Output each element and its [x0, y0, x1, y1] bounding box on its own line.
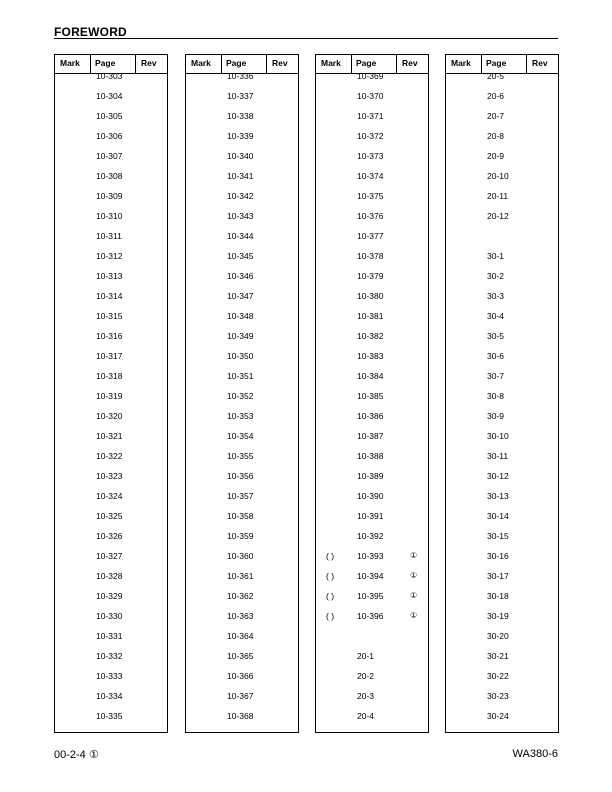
- page-cell: 20-9: [487, 151, 505, 161]
- page-cell: 10-325: [96, 511, 123, 521]
- page-cell: 10-366: [227, 671, 254, 681]
- page-cell: 10-335: [96, 711, 123, 721]
- page-cell: 10-360: [227, 551, 254, 561]
- page-cell: 10-378: [357, 251, 384, 261]
- page-cell: 10-355: [227, 451, 254, 461]
- page-cell: 20-7: [487, 111, 505, 121]
- header-divider: [526, 55, 527, 74]
- page-cell: 10-323: [96, 471, 123, 481]
- page-cell: 30-8: [487, 391, 505, 401]
- page-cell: 10-389: [357, 471, 384, 481]
- page-cell: 10-347: [227, 291, 254, 301]
- page-cell: 10-318: [96, 371, 123, 381]
- page-cell: 30-20: [487, 631, 509, 641]
- page-cell: 10-309: [96, 191, 123, 201]
- page-cell: 10-382: [357, 331, 384, 341]
- header-mark: Mark: [451, 58, 471, 68]
- page-cell: 10-303: [96, 71, 123, 81]
- header-mark: Mark: [60, 58, 80, 68]
- page-cell: 30-13: [487, 491, 509, 501]
- page-cell: 30-7: [487, 371, 505, 381]
- page-cell: 10-373: [357, 151, 384, 161]
- page-cell: 10-384: [357, 371, 384, 381]
- page-cell: 10-339: [227, 131, 254, 141]
- page-cell: 10-371: [357, 111, 384, 121]
- page-cell: 10-381: [357, 311, 384, 321]
- header-page: Page: [486, 58, 507, 68]
- page-cell: 10-369: [357, 71, 384, 81]
- header-divider: [90, 55, 91, 74]
- page-cell: 10-310: [96, 211, 123, 221]
- page-cell: 10-322: [96, 451, 123, 461]
- page-cell: 10-308: [96, 171, 123, 181]
- page-cell: 10-391: [357, 511, 384, 521]
- page-cell: 10-349: [227, 331, 254, 341]
- page-cell: 20-2: [357, 671, 375, 681]
- page-cell: 10-358: [227, 511, 254, 521]
- page-cell: 10-387: [357, 431, 384, 441]
- page-cell: 10-344: [227, 231, 254, 241]
- table-column-4: [445, 54, 559, 733]
- page-cell: 30-2: [487, 271, 505, 281]
- rev-cell: ①: [410, 551, 418, 560]
- header-divider: [481, 55, 482, 74]
- page-cell: 30-19: [487, 611, 509, 621]
- page-cell: 30-6: [487, 351, 505, 361]
- header-page: Page: [95, 58, 116, 68]
- page-cell: 10-372: [357, 131, 384, 141]
- page-cell: 20-1: [357, 651, 375, 661]
- page-cell: 10-354: [227, 431, 254, 441]
- page-cell: 30-5: [487, 331, 505, 341]
- page-cell: 10-393: [357, 551, 384, 561]
- page-cell: 10-363: [227, 611, 254, 621]
- table-row: [55, 711, 167, 734]
- page-cell: 10-311: [96, 231, 122, 241]
- header-rev: Rev: [141, 58, 157, 68]
- page-cell: 10-326: [96, 531, 123, 541]
- page-cell: 10-357: [227, 491, 254, 501]
- page-cell: 10-305: [96, 111, 123, 121]
- column-rows: [186, 71, 298, 734]
- page-cell: 30-3: [487, 291, 505, 301]
- page-cell: 10-396: [357, 611, 384, 621]
- page-cell: 10-351: [227, 371, 254, 381]
- page-cell: 10-386: [357, 411, 384, 421]
- mark-cell: ( ): [326, 591, 335, 601]
- table-row: [316, 711, 428, 734]
- page-cell: 30-10: [487, 431, 509, 441]
- header-rule: [54, 38, 558, 39]
- page-cell: 10-385: [357, 391, 384, 401]
- page-cell: 10-352: [227, 391, 254, 401]
- page-cell: 10-359: [227, 531, 254, 541]
- page-cell: 30-4: [487, 311, 505, 321]
- page-cell: 10-319: [96, 391, 123, 401]
- page-cell: 20-10: [487, 171, 509, 181]
- page-cell: 10-317: [96, 351, 123, 361]
- page-cell: 10-380: [357, 291, 384, 301]
- page-cell: 10-383: [357, 351, 384, 361]
- page-cell: 10-368: [227, 711, 254, 721]
- page-cell: 10-313: [96, 271, 123, 281]
- page-cell: 10-320: [96, 411, 123, 421]
- mark-cell: ( ): [326, 571, 335, 581]
- page-cell: 10-374: [357, 171, 384, 181]
- column-rows: [446, 71, 558, 734]
- header-divider: [135, 55, 136, 74]
- header-mark: Mark: [191, 58, 211, 68]
- rev-cell: ①: [410, 611, 418, 620]
- page-cell: 10-337: [227, 91, 254, 101]
- mark-cell: ( ): [326, 551, 335, 561]
- header-page: Page: [226, 58, 247, 68]
- page-cell: 10-332: [96, 651, 123, 661]
- page-cell: 10-361: [227, 571, 254, 581]
- page-cell: 30-16: [487, 551, 509, 561]
- page-cell: 30-14: [487, 511, 509, 521]
- header-rev: Rev: [402, 58, 418, 68]
- page-cell: 30-11: [487, 451, 509, 461]
- page-cell: 10-343: [227, 211, 254, 221]
- page-cell: 10-327: [96, 551, 123, 561]
- table-row: [446, 711, 558, 734]
- page-cell: 20-3: [357, 691, 375, 701]
- page-cell: 20-12: [487, 211, 509, 221]
- page-cell: 10-365: [227, 651, 254, 661]
- page-cell: 10-330: [96, 611, 123, 621]
- page-cell: 30-23: [487, 691, 509, 701]
- page-cell: 10-315: [96, 311, 123, 321]
- page-cell: 10-336: [227, 71, 254, 81]
- page-cell: 30-15: [487, 531, 509, 541]
- page-cell: 10-316: [96, 331, 123, 341]
- page-cell: 20-4: [357, 711, 375, 721]
- model-number: WA380-6: [512, 748, 558, 760]
- page-cell: 10-306: [96, 131, 123, 141]
- page-cell: 10-304: [96, 91, 123, 101]
- page-cell: 30-9: [487, 411, 505, 421]
- header-rev: Rev: [532, 58, 548, 68]
- page-cell: 10-376: [357, 211, 384, 221]
- header-rev: Rev: [272, 58, 288, 68]
- column-rows: [55, 71, 167, 734]
- page-cell: 10-324: [96, 491, 123, 501]
- page-cell: 10-364: [227, 631, 254, 641]
- header-divider: [351, 55, 352, 74]
- page-cell: 20-11: [487, 191, 509, 201]
- table-row: [316, 611, 428, 634]
- page-cell: 10-312: [96, 251, 123, 261]
- page-number: 00-2-4 ①: [54, 749, 99, 761]
- page-cell: 20-8: [487, 131, 505, 141]
- page-cell: 10-353: [227, 411, 254, 421]
- table-column-2: [185, 54, 299, 733]
- column-rows: [316, 71, 428, 734]
- header-divider: [396, 55, 397, 74]
- page-cell: 30-12: [487, 471, 509, 481]
- page-cell: 10-333: [96, 671, 123, 681]
- page-cell: 10-390: [357, 491, 384, 501]
- page-cell: 10-334: [96, 691, 123, 701]
- header-page: Page: [356, 58, 377, 68]
- page-cell: 20-6: [487, 91, 505, 101]
- revision-table: [0, 54, 612, 734]
- page-cell: 30-24: [487, 711, 509, 721]
- table-row: [186, 711, 298, 734]
- page-cell: 30-1: [487, 251, 505, 261]
- page-cell: 10-370: [357, 91, 384, 101]
- header-divider: [221, 55, 222, 74]
- page-cell: 30-21: [487, 651, 509, 661]
- rev-cell: ①: [410, 571, 418, 580]
- mark-cell: ( ): [326, 611, 335, 621]
- table-column-3: [315, 54, 429, 733]
- page-cell: 10-345: [227, 251, 254, 261]
- page-cell: 10-356: [227, 471, 254, 481]
- table-row: [446, 211, 558, 234]
- page-cell: 10-314: [96, 291, 123, 301]
- page-cell: 10-392: [357, 531, 384, 541]
- page-title: FOREWORD: [54, 25, 127, 39]
- page-cell: 10-342: [227, 191, 254, 201]
- page-cell: 30-22: [487, 671, 509, 681]
- page-cell: 20-5: [487, 71, 505, 81]
- page-cell: 30-18: [487, 591, 509, 601]
- page-cell: 10-379: [357, 271, 384, 281]
- page-cell: 10-350: [227, 351, 254, 361]
- page-cell: 30-17: [487, 571, 509, 581]
- page-cell: 10-394: [357, 571, 384, 581]
- table-column-1: [54, 54, 168, 733]
- page-cell: 10-329: [96, 591, 123, 601]
- page-cell: 10-346: [227, 271, 254, 281]
- page-cell: 10-331: [96, 631, 123, 641]
- page-cell: 10-362: [227, 591, 254, 601]
- page-cell: 10-338: [227, 111, 254, 121]
- page-cell: 10-341: [227, 171, 254, 181]
- header-divider: [266, 55, 267, 74]
- page-cell: 10-375: [357, 191, 384, 201]
- page-cell: 10-395: [357, 591, 384, 601]
- rev-cell: ①: [410, 591, 418, 600]
- page-cell: 10-328: [96, 571, 123, 581]
- page-cell: 10-307: [96, 151, 123, 161]
- header-mark: Mark: [321, 58, 341, 68]
- page-cell: 10-367: [227, 691, 254, 701]
- page-cell: 10-348: [227, 311, 254, 321]
- page-cell: 10-321: [96, 431, 123, 441]
- page-cell: 10-340: [227, 151, 254, 161]
- page-cell: 10-377: [357, 231, 384, 241]
- page-cell: 10-388: [357, 451, 384, 461]
